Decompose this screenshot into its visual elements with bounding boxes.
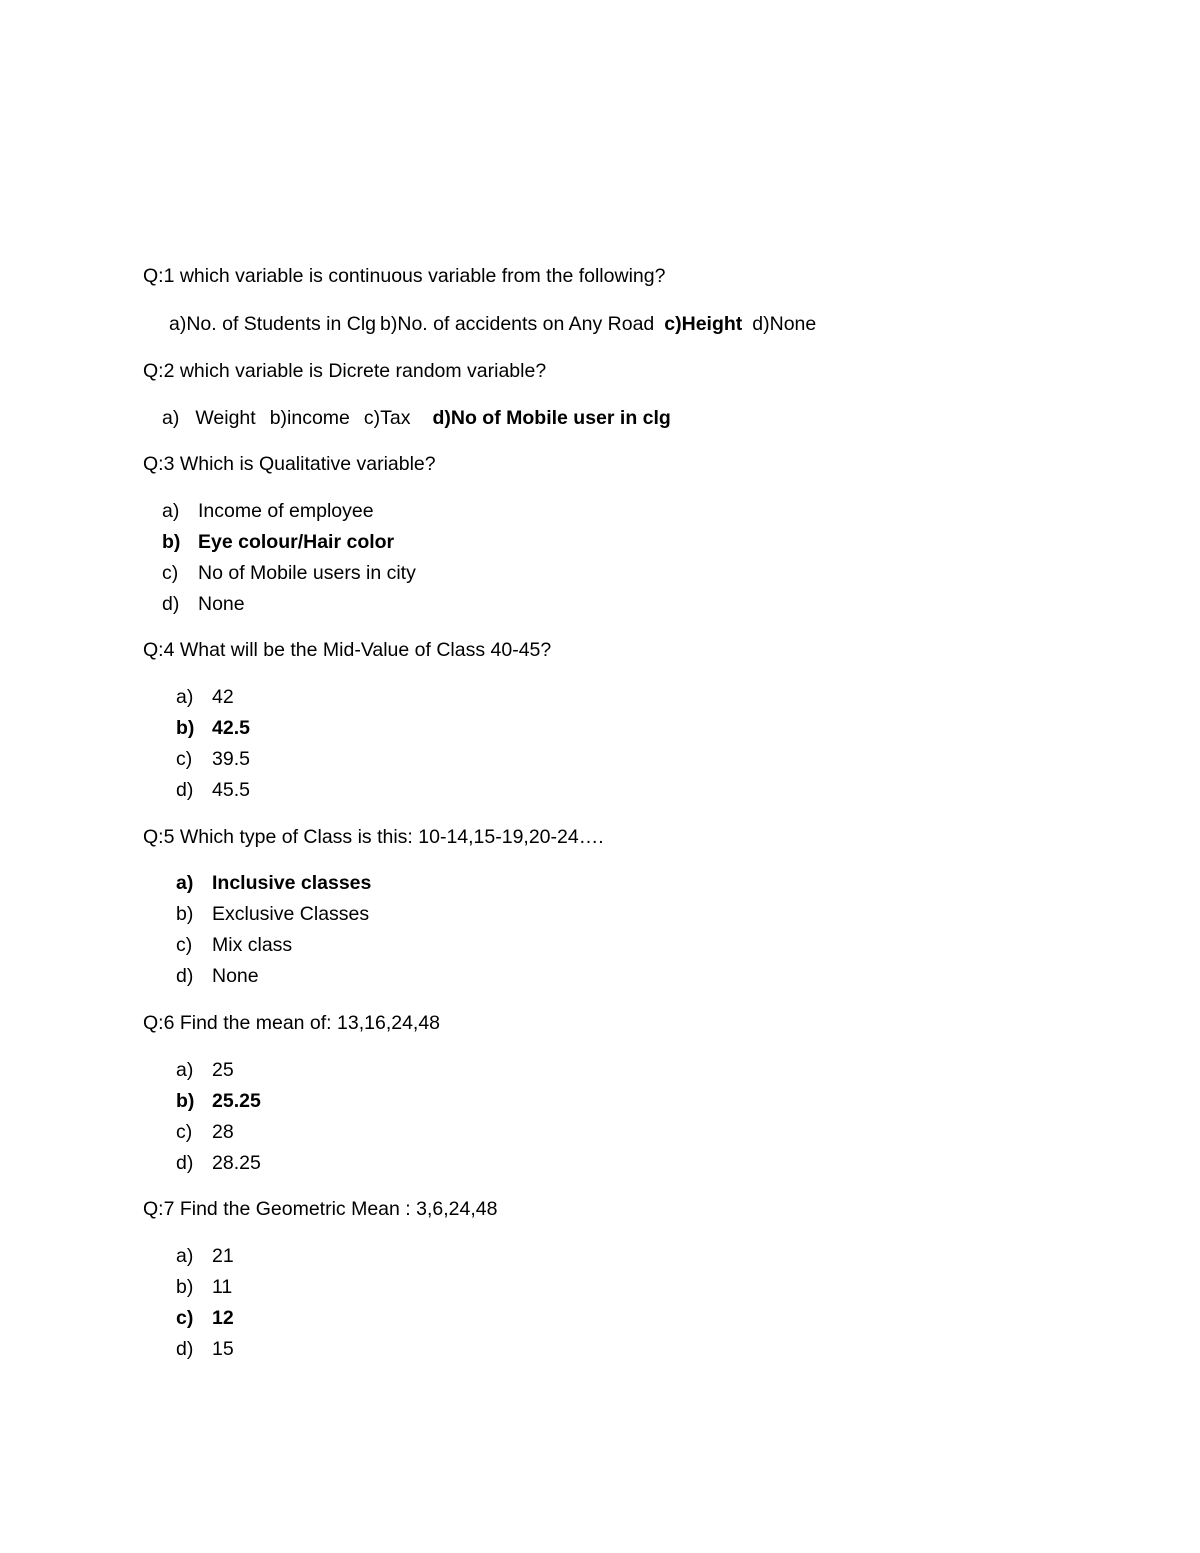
q2-option-d: d)No of Mobile user in clg: [432, 407, 671, 429]
question-2-options: [162, 406, 681, 430]
q1-option-d: d)None: [752, 313, 817, 335]
q2-option-b: b)income: [269, 407, 350, 429]
q6-option-c-letter: c): [176, 1121, 193, 1143]
q1-option-b: b)No. of accidents on Any Road: [380, 313, 655, 335]
q6-option-d-text: 28.25: [212, 1152, 261, 1174]
question-3: Q:3 Which is Qualitative variable?: [143, 453, 436, 475]
q4-option-c-text: 39.5: [212, 748, 250, 770]
question-5: Q:5 Which type of Class is this: 10-14,15-19,20-24….: [143, 826, 604, 848]
question-4: Q:4 What will be the Mid-Value of Class 40-45?: [143, 639, 552, 661]
question-1: Q:1 which variable is continuous variable from the following?: [143, 265, 666, 287]
q1-option-a: a)No. of Students in Clg: [169, 313, 377, 335]
q7-option-c-text: 12: [212, 1307, 234, 1329]
q7-option-b-text: 11: [212, 1276, 233, 1298]
q5-option-d-letter: d): [176, 965, 194, 987]
q4-option-b-letter: b): [176, 717, 195, 739]
q4-option-c-letter: c): [176, 748, 193, 770]
q3-option-d-letter: d): [162, 593, 180, 615]
q3-option-b-letter: b): [162, 531, 181, 553]
q2-option-a-letter: a): [162, 407, 180, 429]
q6-option-a-letter: a): [176, 1059, 194, 1081]
question-7: Q:7 Find the Geometric Mean : 3,6,24,48: [143, 1198, 498, 1220]
q6-option-a-text: 25: [212, 1059, 234, 1081]
q4-option-d-text: 45.5: [212, 779, 250, 801]
q6-option-b-text: 25.25: [212, 1090, 261, 1112]
q2-option-a: Weight: [195, 407, 256, 429]
q4-option-d-letter: d): [176, 779, 194, 801]
question-6: Q:6 Find the mean of: 13,16,24,48: [143, 1012, 441, 1034]
q4-option-a-text: 42: [212, 686, 234, 708]
q7-option-a-letter: a): [176, 1245, 194, 1267]
question-1-options: [169, 312, 826, 336]
q3-option-c-letter: c): [162, 562, 179, 584]
q7-option-d-text: 15: [212, 1338, 234, 1360]
q5-option-a-text: Inclusive classes: [212, 872, 372, 894]
q7-option-d-letter: d): [176, 1338, 194, 1360]
q7-option-c-letter: c): [176, 1307, 194, 1329]
q5-option-b-letter: b): [176, 903, 194, 925]
q3-option-c-text: No of Mobile users in city: [198, 562, 416, 584]
q3-option-d-text: None: [198, 593, 245, 615]
q3-option-b-text: Eye colour/Hair color: [198, 531, 395, 553]
q6-option-d-letter: d): [176, 1152, 194, 1174]
q6-option-b-letter: b): [176, 1090, 195, 1112]
q3-option-a-text: Income of employee: [198, 500, 374, 522]
q2-option-c: c)Tax: [363, 407, 411, 429]
q5-option-c-letter: c): [176, 934, 193, 956]
q7-option-b-letter: b): [176, 1276, 194, 1298]
q6-option-c-text: 28: [212, 1121, 234, 1143]
q5-option-a-letter: a): [176, 872, 194, 894]
q5-option-b-text: Exclusive Classes: [212, 903, 370, 925]
q5-option-d-text: None: [212, 965, 259, 987]
q3-option-a-letter: a): [162, 500, 180, 522]
q1-option-c: c)Height: [664, 313, 743, 335]
q7-option-a-text: 21: [212, 1245, 234, 1267]
question-2: Q:2 which variable is Dicrete random variable?: [143, 360, 547, 382]
q4-option-a-letter: a): [176, 686, 194, 708]
q4-option-b-text: 42.5: [212, 717, 250, 739]
q5-option-c-text: Mix class: [212, 934, 293, 956]
